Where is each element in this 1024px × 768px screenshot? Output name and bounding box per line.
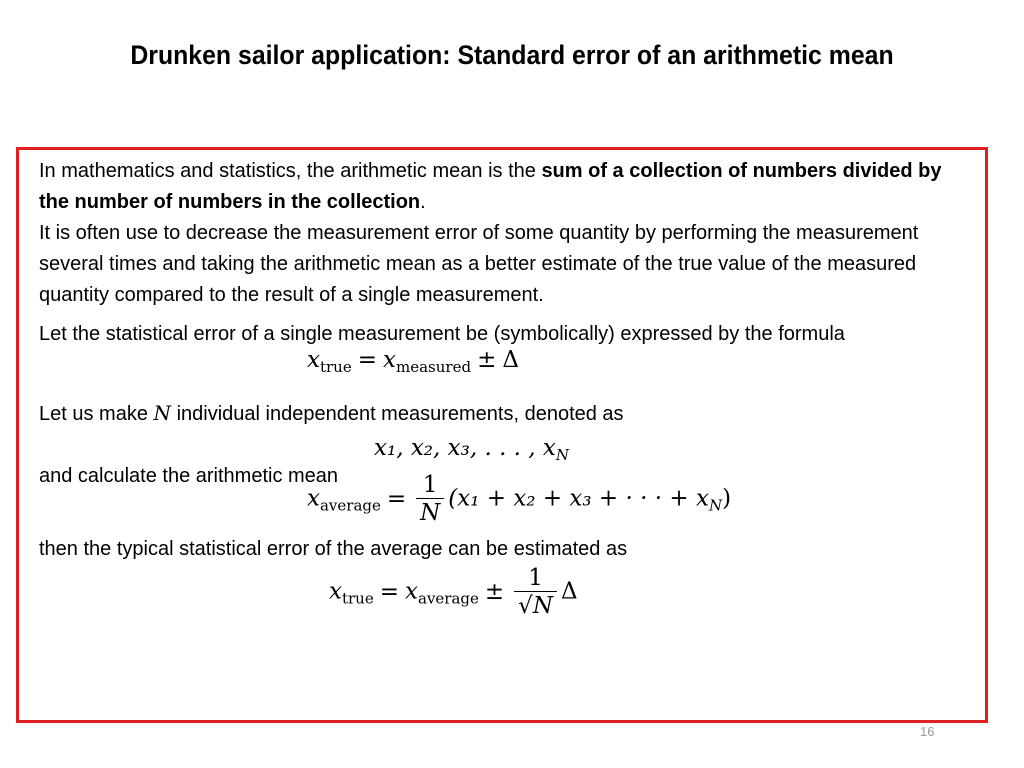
page-number: 16 [920, 724, 935, 739]
paragraph-mean: and calculate the arithmetic mean [39, 465, 339, 487]
fraction-one-over-n: $\frac{1}{N}$ [416, 472, 444, 527]
formula-standard-error: $x_{true} = x_{average}$ ± $\frac{1}{√N}$ Δ [329, 565, 578, 619]
slide-title: Drunken sailor application: Standard error of an arithmetic mean [130, 40, 894, 70]
formula-arithmetic-mean: $x_{average}$ = $\frac{1}{N}$ (x₁ + x₂ + x₃ + · · · + $x_N$) [307, 472, 732, 526]
variable-n: N [153, 401, 172, 425]
formula-measurement-list: x₁, x₂, x₃, . . . , $x_N$ [374, 435, 570, 464]
intro-rest: It is often use to decrease the measurement error of some quantity by performing the measurement several times and taking the arithmetic mean as a better estimate of the true value of the measured quantity compared to the result of a single measurement. [39, 222, 919, 306]
paragraph-intro [39, 156, 969, 311]
fraction-one-over-sqrt-n: $\frac{1}{√N}$ [514, 565, 557, 620]
paragraph-measurements: Let us make N individual independent measurements, denoted as [39, 401, 624, 425]
intro-text: In mathematics and statistics, the arithmetic mean is the [39, 160, 542, 182]
definition-bold: sum of a collection of numbers divided by the number of numbers in the collection [39, 160, 942, 213]
intro-period: . [420, 191, 426, 213]
paragraph-single-error: Let the statistical error of a single measurement be (symbolically) expressed by the formula [39, 323, 845, 345]
content-box [16, 147, 988, 723]
formula-single-measurement: $x_{true} = x_{measured} \pm \Delta$ [307, 347, 519, 376]
paragraph-error-estimate: then the typical statistical error of the average can be estimated as [39, 538, 628, 560]
